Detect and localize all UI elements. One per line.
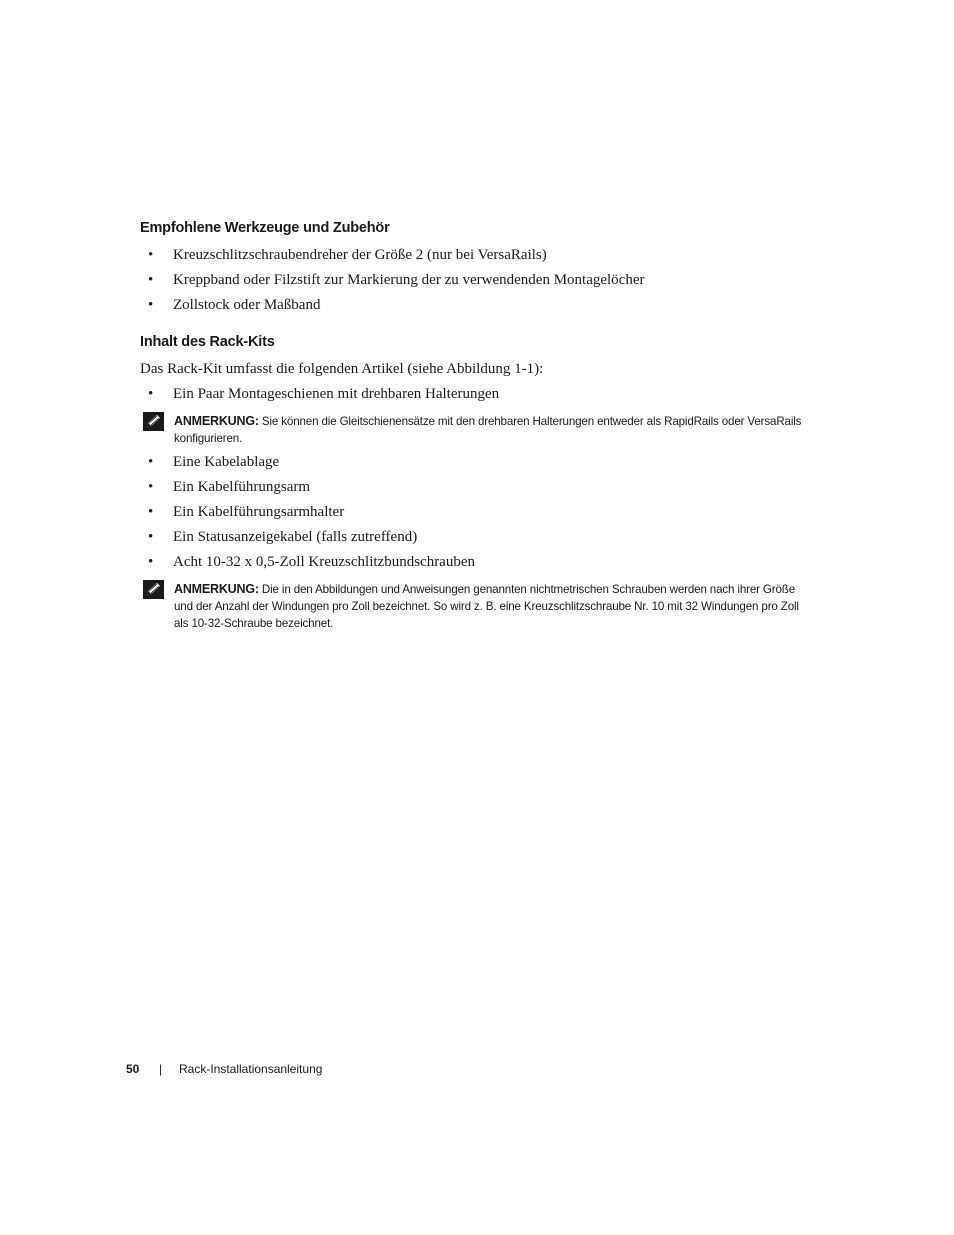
list-item: • Ein Kabelführungsarm — [148, 479, 311, 495]
section-heading-tools: Empfohlene Werkzeuge und Zubehör — [140, 220, 390, 236]
note-pencil-icon — [143, 580, 164, 599]
list-item: • Kreppband oder Filzstift zur Markierung der zu verwendenden Montagelöcher — [148, 272, 645, 288]
section-heading-kit-contents: Inhalt des Rack-Kits — [140, 334, 275, 350]
list-item: • Zollstock oder Maßband — [148, 297, 321, 313]
page-number: 50 — [126, 1062, 140, 1076]
footer-separator: | — [159, 1062, 163, 1076]
list-item: • Eine Kabelablage — [148, 454, 280, 470]
note-pencil-icon — [143, 412, 164, 431]
note-screw-sizes: ANMERKUNG: Die in den Abbildungen und Anweisungen genannten nichtmetrischen Schrauben werden nach ihrer Größe und der Anzahl der Windungen pro Zoll bezeichnet. So wird z. B. eine Kreuzschlitzschraube Nr. 10 mit 32 Windungen pro Zoll als 10-32-Schraube bezeichnet. — [174, 582, 799, 630]
list-item: • Ein Kabelführungsarmhalter — [148, 504, 345, 520]
list-item: • Kreuzschlitzschraubendreher der Größe 2 (nur bei VersaRails) — [148, 247, 547, 263]
list-item: • Acht 10-32 x 0,5-Zoll Kreuzschlitzbundschrauben — [148, 554, 475, 570]
list-item: • Ein Statusanzeigekabel (falls zutreffend) — [148, 529, 418, 545]
note-rail-configuration: ANMERKUNG: Sie können die Gleitschienensätze mit den drehbaren Halterungen entweder als RapidRails oder VersaRails konfigurieren. — [174, 414, 802, 445]
intro-paragraph: Das Rack-Kit umfasst die folgenden Artikel (siehe Abbildung 1-1): — [140, 361, 544, 377]
list-item: • Ein Paar Montageschienen mit drehbaren Halterungen — [148, 386, 500, 402]
document-title: Rack-Installationsanleitung — [179, 1062, 323, 1076]
